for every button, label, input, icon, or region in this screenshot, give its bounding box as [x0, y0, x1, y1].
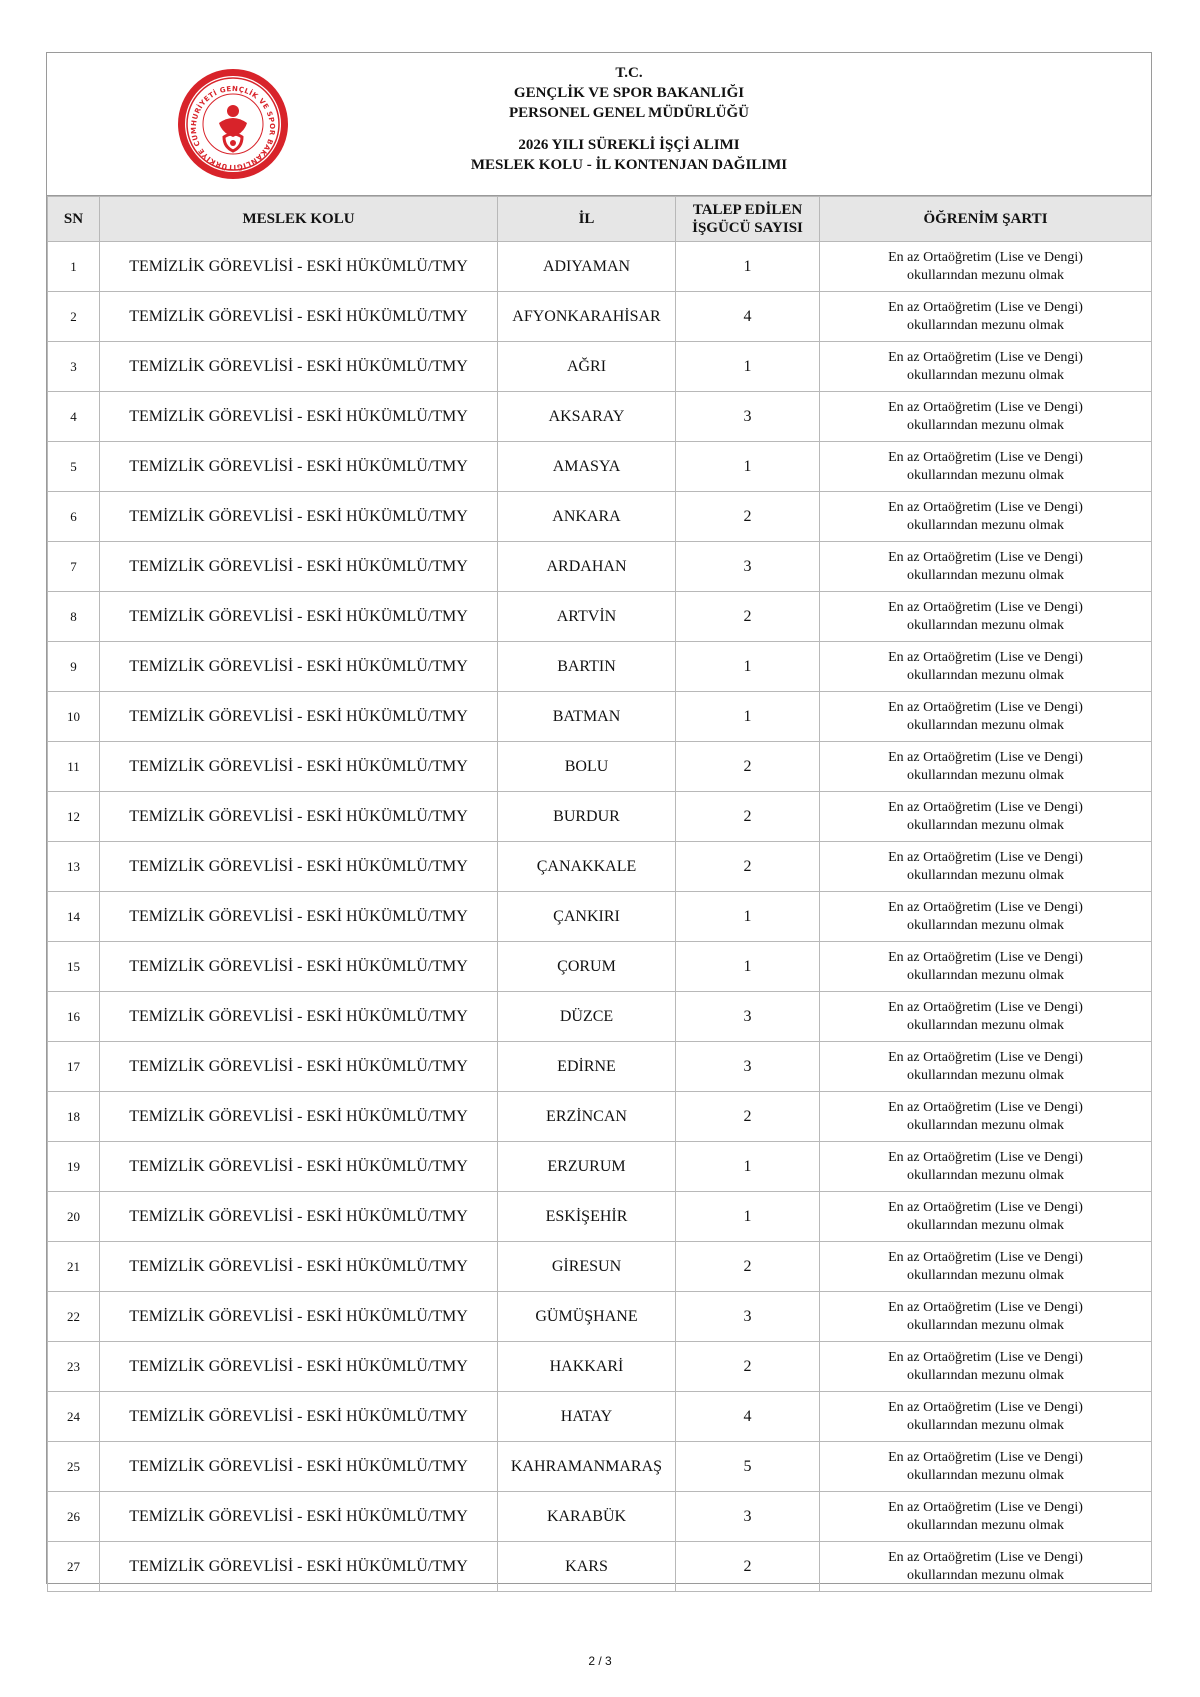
cell-meslek: TEMİZLİK GÖREVLİSİ - ESKİ HÜKÜMLÜ/TMY — [100, 942, 498, 992]
cell-ogrenim-line1: En az Ortaöğretim (Lise ve Dengi) — [888, 399, 1083, 415]
cell-ogrenim-line2: okullarından mezunu olmak — [906, 1067, 1065, 1083]
column-header-talep-line1: TALEP EDİLEN — [692, 202, 803, 218]
quota-table — [47, 196, 1152, 1592]
cell-sayi: 3 — [676, 1492, 820, 1542]
cell-sn: 26 — [48, 1492, 100, 1542]
cell-ogrenim-line1: En az Ortaöğretim (Lise ve Dengi) — [888, 1199, 1083, 1215]
cell-sayi: 2 — [676, 1542, 820, 1592]
cell-ogrenim — [820, 342, 1152, 392]
table-row — [48, 1092, 1152, 1142]
cell-meslek: TEMİZLİK GÖREVLİSİ - ESKİ HÜKÜMLÜ/TMY — [100, 1492, 498, 1542]
cell-meslek: TEMİZLİK GÖREVLİSİ - ESKİ HÜKÜMLÜ/TMY — [100, 642, 498, 692]
cell-sayi: 3 — [676, 1292, 820, 1342]
cell-sn: 8 — [48, 592, 100, 642]
table-row — [48, 992, 1152, 1042]
table-row — [48, 892, 1152, 942]
header-line-recruitment: 2026 YILI SÜREKLİ İŞÇİ ALIMI — [518, 137, 740, 153]
cell-ogrenim — [820, 892, 1152, 942]
cell-sayi: 1 — [676, 942, 820, 992]
cell-sayi: 2 — [676, 592, 820, 642]
cell-ogrenim-line2: okullarından mezunu olmak — [906, 1267, 1065, 1283]
cell-meslek: TEMİZLİK GÖREVLİSİ - ESKİ HÜKÜMLÜ/TMY — [100, 592, 498, 642]
cell-ogrenim-line1: En az Ortaöğretim (Lise ve Dengi) — [888, 1299, 1083, 1315]
cell-ogrenim-line2: okullarından mezunu olmak — [906, 1367, 1065, 1383]
document-frame — [46, 52, 1152, 1584]
cell-sayi: 2 — [676, 742, 820, 792]
table-row — [48, 792, 1152, 842]
cell-ogrenim-line2: okullarından mezunu olmak — [906, 1017, 1065, 1033]
cell-sayi: 1 — [676, 442, 820, 492]
cell-ogrenim-line2: okullarından mezunu olmak — [906, 317, 1065, 333]
cell-sn: 14 — [48, 892, 100, 942]
cell-il: KARS — [498, 1542, 676, 1592]
cell-il: ADIYAMAN — [498, 242, 676, 292]
cell-sn: 21 — [48, 1242, 100, 1292]
cell-ogrenim-line1: En az Ortaöğretim (Lise ve Dengi) — [888, 999, 1083, 1015]
cell-il: ESKİŞEHİR — [498, 1192, 676, 1242]
cell-ogrenim-line2: okullarından mezunu olmak — [906, 767, 1065, 783]
cell-ogrenim-line1: En az Ortaöğretim (Lise ve Dengi) — [888, 1549, 1083, 1565]
cell-ogrenim-line1: En az Ortaöğretim (Lise ve Dengi) — [888, 349, 1083, 365]
cell-ogrenim-line1: En az Ortaöğretim (Lise ve Dengi) — [888, 1149, 1083, 1165]
cell-ogrenim-line2: okullarından mezunu olmak — [906, 1117, 1065, 1133]
cell-ogrenim — [820, 1392, 1152, 1442]
cell-sn: 13 — [48, 842, 100, 892]
cell-il: AĞRI — [498, 342, 676, 392]
cell-sn: 4 — [48, 392, 100, 442]
cell-il: DÜZCE — [498, 992, 676, 1042]
table-row — [48, 1542, 1152, 1592]
cell-ogrenim-line2: okullarından mezunu olmak — [906, 467, 1065, 483]
cell-ogrenim — [820, 442, 1152, 492]
cell-il: ÇORUM — [498, 942, 676, 992]
cell-ogrenim-line1: En az Ortaöğretim (Lise ve Dengi) — [888, 1449, 1083, 1465]
cell-meslek: TEMİZLİK GÖREVLİSİ - ESKİ HÜKÜMLÜ/TMY — [100, 1392, 498, 1442]
cell-ogrenim-line1: En az Ortaöğretim (Lise ve Dengi) — [888, 1349, 1083, 1365]
cell-sn: 18 — [48, 1092, 100, 1142]
cell-sn: 23 — [48, 1342, 100, 1392]
cell-ogrenim — [820, 242, 1152, 292]
cell-il: AMASYA — [498, 442, 676, 492]
cell-il: GİRESUN — [498, 1242, 676, 1292]
cell-ogrenim — [820, 392, 1152, 442]
cell-ogrenim-line1: En az Ortaöğretim (Lise ve Dengi) — [888, 849, 1083, 865]
cell-ogrenim-line1: En az Ortaöğretim (Lise ve Dengi) — [888, 899, 1083, 915]
cell-sn: 11 — [48, 742, 100, 792]
cell-il: ANKARA — [498, 492, 676, 542]
cell-meslek: TEMİZLİK GÖREVLİSİ - ESKİ HÜKÜMLÜ/TMY — [100, 692, 498, 742]
cell-sn: 2 — [48, 292, 100, 342]
cell-ogrenim-line1: En az Ortaöğretim (Lise ve Dengi) — [888, 549, 1083, 565]
header-line-distribution: MESLEK KOLU - İL KONTENJAN DAĞILIMI — [470, 157, 788, 173]
table-row — [48, 492, 1152, 542]
cell-ogrenim — [820, 1242, 1152, 1292]
cell-ogrenim — [820, 792, 1152, 842]
cell-il: BOLU — [498, 742, 676, 792]
cell-sayi: 1 — [676, 642, 820, 692]
table-row — [48, 1342, 1152, 1392]
cell-sayi: 2 — [676, 842, 820, 892]
cell-sayi: 1 — [676, 892, 820, 942]
cell-meslek: TEMİZLİK GÖREVLİSİ - ESKİ HÜKÜMLÜ/TMY — [100, 1092, 498, 1142]
cell-sayi: 4 — [676, 292, 820, 342]
cell-ogrenim-line1: En az Ortaöğretim (Lise ve Dengi) — [888, 949, 1083, 965]
cell-ogrenim-line2: okullarından mezunu olmak — [906, 1217, 1065, 1233]
cell-ogrenim-line1: En az Ortaöğretim (Lise ve Dengi) — [888, 1099, 1083, 1115]
column-header-talep — [676, 197, 820, 242]
cell-meslek: TEMİZLİK GÖREVLİSİ - ESKİ HÜKÜMLÜ/TMY — [100, 1242, 498, 1292]
cell-ogrenim — [820, 592, 1152, 642]
table-row — [48, 542, 1152, 592]
cell-meslek: TEMİZLİK GÖREVLİSİ - ESKİ HÜKÜMLÜ/TMY — [100, 1542, 498, 1592]
cell-ogrenim-line2: okullarından mezunu olmak — [906, 1167, 1065, 1183]
table-row — [48, 1442, 1152, 1492]
cell-sn: 12 — [48, 792, 100, 842]
cell-sn: 5 — [48, 442, 100, 492]
cell-meslek: TEMİZLİK GÖREVLİSİ - ESKİ HÜKÜMLÜ/TMY — [100, 1042, 498, 1092]
table-row — [48, 292, 1152, 342]
cell-il: EDİRNE — [498, 1042, 676, 1092]
column-header-talep-line2: İŞGÜCÜ SAYISI — [692, 220, 803, 236]
cell-ogrenim-line2: okullarından mezunu olmak — [906, 717, 1065, 733]
cell-ogrenim-line2: okullarından mezunu olmak — [906, 967, 1065, 983]
table-row — [48, 342, 1152, 392]
cell-sn: 7 — [48, 542, 100, 592]
cell-il: AKSARAY — [498, 392, 676, 442]
cell-ogrenim — [820, 542, 1152, 592]
cell-sn: 19 — [48, 1142, 100, 1192]
cell-sayi: 3 — [676, 992, 820, 1042]
cell-ogrenim-line2: okullarından mezunu olmak — [906, 517, 1065, 533]
header-titles — [47, 63, 1151, 175]
table-row — [48, 442, 1152, 492]
cell-ogrenim-line1: En az Ortaöğretim (Lise ve Dengi) — [888, 299, 1083, 315]
cell-ogrenim-line2: okullarından mezunu olmak — [906, 267, 1065, 283]
cell-il: HATAY — [498, 1392, 676, 1442]
cell-ogrenim-line1: En az Ortaöğretim (Lise ve Dengi) — [888, 499, 1083, 515]
cell-ogrenim — [820, 292, 1152, 342]
cell-meslek: TEMİZLİK GÖREVLİSİ - ESKİ HÜKÜMLÜ/TMY — [100, 842, 498, 892]
table-row — [48, 592, 1152, 642]
cell-ogrenim — [820, 1042, 1152, 1092]
cell-ogrenim — [820, 1492, 1152, 1542]
document-header — [47, 53, 1151, 196]
page-number: 2 / 3 — [588, 1654, 612, 1668]
cell-sn: 9 — [48, 642, 100, 692]
table-row — [48, 242, 1152, 292]
cell-ogrenim-line2: okullarından mezunu olmak — [906, 1467, 1065, 1483]
cell-ogrenim — [820, 742, 1152, 792]
cell-sn: 20 — [48, 1192, 100, 1242]
cell-meslek: TEMİZLİK GÖREVLİSİ - ESKİ HÜKÜMLÜ/TMY — [100, 342, 498, 392]
cell-ogrenim-line2: okullarından mezunu olmak — [906, 817, 1065, 833]
header-line-directorate: PERSONEL GENEL MÜDÜRLÜĞÜ — [508, 105, 750, 121]
table-row — [48, 392, 1152, 442]
cell-meslek: TEMİZLİK GÖREVLİSİ - ESKİ HÜKÜMLÜ/TMY — [100, 542, 498, 592]
cell-sayi: 2 — [676, 1092, 820, 1142]
column-header-sn: SN — [48, 197, 100, 242]
cell-meslek: TEMİZLİK GÖREVLİSİ - ESKİ HÜKÜMLÜ/TMY — [100, 442, 498, 492]
logo-ring-text: TÜRKİYE CUMHURİYETİ GENÇLİK VE SPOR BAKANLIĞI — [189, 84, 277, 172]
cell-sayi: 2 — [676, 1342, 820, 1392]
column-header-ogrenim: ÖĞRENİM ŞARTI — [820, 197, 1152, 242]
cell-ogrenim-line2: okullarından mezunu olmak — [906, 367, 1065, 383]
cell-sayi: 4 — [676, 1392, 820, 1442]
cell-il: AFYONKARAHİSAR — [498, 292, 676, 342]
cell-meslek: TEMİZLİK GÖREVLİSİ - ESKİ HÜKÜMLÜ/TMY — [100, 892, 498, 942]
cell-sayi: 1 — [676, 692, 820, 742]
cell-ogrenim-line2: okullarından mezunu olmak — [906, 1317, 1065, 1333]
cell-ogrenim-line2: okullarından mezunu olmak — [906, 567, 1065, 583]
cell-sayi: 2 — [676, 492, 820, 542]
table-row — [48, 1142, 1152, 1192]
table-row — [48, 1192, 1152, 1242]
cell-il: ÇANKIRI — [498, 892, 676, 942]
table-row — [48, 742, 1152, 792]
cell-ogrenim-line1: En az Ortaöğretim (Lise ve Dengi) — [888, 1499, 1083, 1515]
cell-ogrenim — [820, 842, 1152, 892]
cell-ogrenim-line1: En az Ortaöğretim (Lise ve Dengi) — [888, 249, 1083, 265]
cell-sayi: 5 — [676, 1442, 820, 1492]
table-row — [48, 1042, 1152, 1092]
cell-sn: 27 — [48, 1542, 100, 1592]
cell-il: ARDAHAN — [498, 542, 676, 592]
table-row — [48, 842, 1152, 892]
cell-sn: 3 — [48, 342, 100, 392]
cell-ogrenim-line2: okullarından mezunu olmak — [906, 1517, 1065, 1533]
table-row — [48, 1492, 1152, 1542]
cell-ogrenim-line1: En az Ortaöğretim (Lise ve Dengi) — [888, 449, 1083, 465]
cell-il: KAHRAMANMARAŞ — [498, 1442, 676, 1492]
cell-meslek: TEMİZLİK GÖREVLİSİ - ESKİ HÜKÜMLÜ/TMY — [100, 292, 498, 342]
cell-il: ERZİNCAN — [498, 1092, 676, 1142]
cell-meslek: TEMİZLİK GÖREVLİSİ - ESKİ HÜKÜMLÜ/TMY — [100, 1142, 498, 1192]
cell-meslek: TEMİZLİK GÖREVLİSİ - ESKİ HÜKÜMLÜ/TMY — [100, 1442, 498, 1492]
cell-ogrenim-line1: En az Ortaöğretim (Lise ve Dengi) — [888, 1249, 1083, 1265]
cell-meslek: TEMİZLİK GÖREVLİSİ - ESKİ HÜKÜMLÜ/TMY — [100, 992, 498, 1042]
cell-sayi: 1 — [676, 1142, 820, 1192]
cell-il: ARTVİN — [498, 592, 676, 642]
cell-ogrenim-line2: okullarından mezunu olmak — [906, 1567, 1065, 1583]
cell-ogrenim-line2: okullarından mezunu olmak — [906, 417, 1065, 433]
cell-ogrenim-line1: En az Ortaöğretim (Lise ve Dengi) — [888, 749, 1083, 765]
cell-il: ÇANAKKALE — [498, 842, 676, 892]
cell-ogrenim-line1: En az Ortaöğretim (Lise ve Dengi) — [888, 1399, 1083, 1415]
table-row — [48, 642, 1152, 692]
cell-sn: 24 — [48, 1392, 100, 1442]
table-row — [48, 1292, 1152, 1342]
table-row — [48, 1392, 1152, 1442]
table-header-row — [48, 197, 1152, 242]
cell-sn: 25 — [48, 1442, 100, 1492]
cell-ogrenim — [820, 1292, 1152, 1342]
cell-ogrenim-line2: okullarından mezunu olmak — [906, 1417, 1065, 1433]
cell-sn: 15 — [48, 942, 100, 992]
table-row — [48, 942, 1152, 992]
cell-ogrenim — [820, 1142, 1152, 1192]
cell-il: GÜMÜŞHANE — [498, 1292, 676, 1342]
header-line-ministry: GENÇLİK VE SPOR BAKANLIĞI — [513, 85, 745, 101]
cell-ogrenim — [820, 692, 1152, 742]
column-header-il: İL — [498, 197, 676, 242]
cell-meslek: TEMİZLİK GÖREVLİSİ - ESKİ HÜKÜMLÜ/TMY — [100, 1292, 498, 1342]
cell-sn: 17 — [48, 1042, 100, 1092]
cell-sayi: 1 — [676, 342, 820, 392]
cell-ogrenim-line1: En az Ortaöğretim (Lise ve Dengi) — [888, 699, 1083, 715]
cell-ogrenim-line1: En az Ortaöğretim (Lise ve Dengi) — [888, 1049, 1083, 1065]
cell-ogrenim-line2: okullarından mezunu olmak — [906, 917, 1065, 933]
table-row — [48, 692, 1152, 742]
cell-ogrenim — [820, 1092, 1152, 1142]
cell-ogrenim — [820, 1442, 1152, 1492]
cell-il: BARTIN — [498, 642, 676, 692]
cell-ogrenim — [820, 642, 1152, 692]
header-line-tc: T.C. — [615, 65, 643, 81]
cell-ogrenim-line2: okullarından mezunu olmak — [906, 667, 1065, 683]
cell-ogrenim — [820, 992, 1152, 1042]
cell-sayi: 3 — [676, 1042, 820, 1092]
cell-sn: 6 — [48, 492, 100, 542]
cell-sayi: 3 — [676, 392, 820, 442]
table-row — [48, 1242, 1152, 1292]
cell-meslek: TEMİZLİK GÖREVLİSİ - ESKİ HÜKÜMLÜ/TMY — [100, 492, 498, 542]
cell-meslek: TEMİZLİK GÖREVLİSİ - ESKİ HÜKÜMLÜ/TMY — [100, 742, 498, 792]
column-header-meslek: MESLEK KOLU — [100, 197, 498, 242]
cell-meslek: TEMİZLİK GÖREVLİSİ - ESKİ HÜKÜMLÜ/TMY — [100, 1192, 498, 1242]
cell-ogrenim — [820, 942, 1152, 992]
cell-ogrenim-line1: En az Ortaöğretim (Lise ve Dengi) — [888, 799, 1083, 815]
cell-sn: 10 — [48, 692, 100, 742]
cell-il: KARABÜK — [498, 1492, 676, 1542]
cell-meslek: TEMİZLİK GÖREVLİSİ - ESKİ HÜKÜMLÜ/TMY — [100, 792, 498, 842]
cell-sn: 1 — [48, 242, 100, 292]
cell-sn: 16 — [48, 992, 100, 1042]
cell-ogrenim — [820, 1192, 1152, 1242]
cell-sayi: 2 — [676, 1242, 820, 1292]
cell-ogrenim-line1: En az Ortaöğretim (Lise ve Dengi) — [888, 649, 1083, 665]
cell-meslek: TEMİZLİK GÖREVLİSİ - ESKİ HÜKÜMLÜ/TMY — [100, 1342, 498, 1392]
cell-meslek: TEMİZLİK GÖREVLİSİ - ESKİ HÜKÜMLÜ/TMY — [100, 392, 498, 442]
cell-sayi: 3 — [676, 542, 820, 592]
cell-il: BATMAN — [498, 692, 676, 742]
cell-ogrenim — [820, 492, 1152, 542]
cell-il: BURDUR — [498, 792, 676, 842]
cell-il: ERZURUM — [498, 1142, 676, 1192]
cell-il: HAKKARİ — [498, 1342, 676, 1392]
cell-ogrenim — [820, 1542, 1152, 1592]
cell-sayi: 1 — [676, 242, 820, 292]
cell-ogrenim-line2: okullarından mezunu olmak — [906, 617, 1065, 633]
cell-meslek: TEMİZLİK GÖREVLİSİ - ESKİ HÜKÜMLÜ/TMY — [100, 242, 498, 292]
cell-sn: 22 — [48, 1292, 100, 1342]
cell-ogrenim-line1: En az Ortaöğretim (Lise ve Dengi) — [888, 599, 1083, 615]
cell-ogrenim — [820, 1342, 1152, 1392]
cell-ogrenim-line2: okullarından mezunu olmak — [906, 867, 1065, 883]
cell-sayi: 2 — [676, 792, 820, 842]
cell-sayi: 1 — [676, 1192, 820, 1242]
